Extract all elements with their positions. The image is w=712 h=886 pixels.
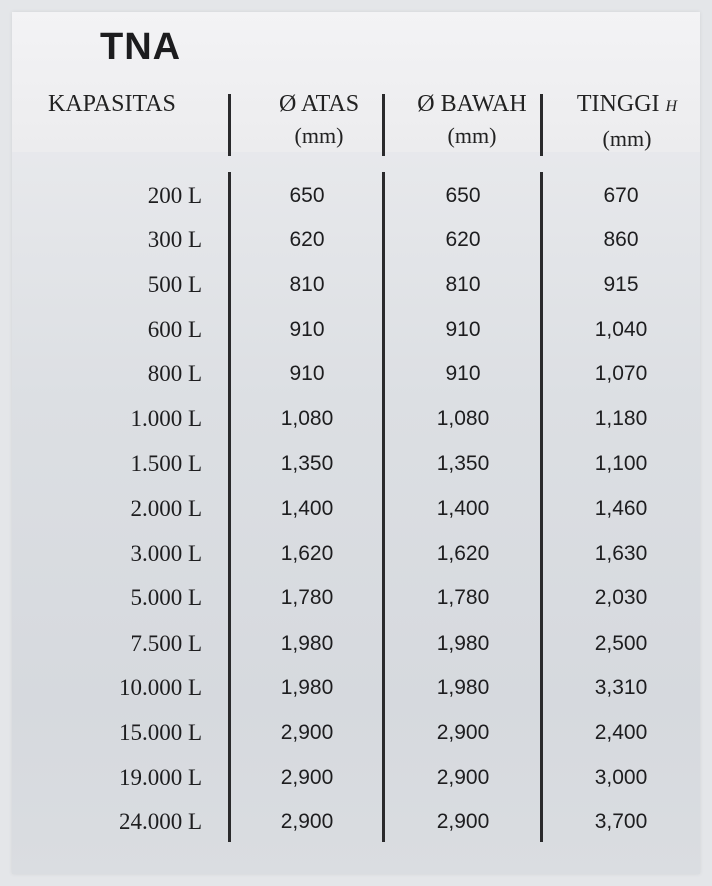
cell-tinggi: 1,180 [594, 407, 648, 430]
table-row [12, 578, 700, 618]
table-row [12, 176, 700, 216]
column-header-tinggi-mark: H [665, 98, 678, 115]
cell-bawah: 2,900 [436, 721, 490, 744]
cell-atas: 2,900 [280, 810, 334, 833]
table-row [12, 624, 700, 664]
cell-kapasitas: 1.000 L [130, 406, 202, 431]
table-row [12, 713, 700, 753]
cell-atas: 1,980 [280, 632, 334, 655]
cell-kapasitas: 3.000 L [130, 541, 202, 566]
column-header-bawah [396, 88, 548, 152]
cell-atas: 2,900 [280, 721, 334, 744]
cell-tinggi: 3,700 [594, 810, 648, 833]
spec-sheet [12, 12, 700, 874]
cell-atas: 2,900 [280, 766, 334, 789]
column-header-atas [244, 88, 394, 152]
cell-bawah: 620 [445, 228, 481, 251]
cell-kapasitas: 10.000 L [118, 675, 202, 700]
column-divider [228, 94, 231, 156]
cell-tinggi: 860 [603, 228, 639, 251]
cell-kapasitas: 7.500 L [130, 631, 202, 656]
cell-atas: 1,400 [280, 497, 334, 520]
cell-atas: 1,980 [280, 676, 334, 699]
cell-atas: 810 [289, 273, 325, 296]
cell-atas: 1,780 [280, 586, 334, 609]
table-row [12, 534, 700, 574]
table-row [12, 802, 700, 842]
cell-kapasitas: 300 L [147, 227, 202, 252]
cell-bawah: 910 [445, 362, 481, 385]
column-header-kapasitas-label: KAPASITAS [48, 91, 176, 117]
table-row [12, 220, 700, 260]
cell-tinggi: 2,400 [594, 721, 648, 744]
cell-tinggi: 1,100 [594, 452, 648, 475]
cell-bawah: 1,620 [436, 542, 490, 565]
cell-tinggi: 1,040 [594, 318, 648, 341]
cell-kapasitas: 1.500 L [130, 451, 202, 476]
cell-tinggi: 670 [603, 184, 639, 207]
column-header-tinggi [552, 88, 702, 155]
cell-tinggi: 1,460 [594, 497, 648, 520]
cell-bawah: 810 [445, 273, 481, 296]
cell-kapasitas: 2.000 L [130, 496, 202, 521]
page-title: TNA [100, 26, 182, 68]
cell-bawah: 2,900 [436, 810, 490, 833]
table-row [12, 489, 700, 529]
cell-kapasitas: 500 L [147, 272, 202, 297]
cell-kapasitas: 200 L [147, 183, 202, 208]
cell-bawah: 1,350 [436, 452, 490, 475]
cell-bawah: 1,780 [436, 586, 490, 609]
column-header-tinggi-unit: (mm) [602, 126, 652, 151]
table-row [12, 399, 700, 439]
cell-kapasitas: 24.000 L [118, 809, 202, 834]
table-row [12, 668, 700, 708]
table-row [12, 444, 700, 484]
cell-kapasitas: 600 L [147, 317, 202, 342]
column-header-kapasitas [48, 88, 228, 120]
table-row [12, 758, 700, 798]
cell-atas: 1,620 [280, 542, 334, 565]
cell-bawah: 910 [445, 318, 481, 341]
cell-atas: 1,350 [280, 452, 334, 475]
cell-atas: 620 [289, 228, 325, 251]
table-row [12, 310, 700, 350]
cell-kapasitas: 800 L [147, 361, 202, 386]
cell-tinggi: 3,000 [594, 766, 648, 789]
column-divider [382, 94, 385, 156]
cell-tinggi: 3,310 [594, 676, 648, 699]
cell-tinggi: 1,630 [594, 542, 648, 565]
cell-atas: 910 [289, 362, 325, 385]
cell-bawah: 2,900 [436, 766, 490, 789]
cell-bawah: 1,980 [436, 676, 490, 699]
cell-bawah: 1,400 [436, 497, 490, 520]
cell-atas: 910 [289, 318, 325, 341]
cell-tinggi: 2,500 [594, 632, 648, 655]
cell-bawah: 1,080 [436, 407, 490, 430]
column-header-bawah-unit: (mm) [447, 123, 497, 148]
cell-kapasitas: 15.000 L [118, 720, 202, 745]
table-row [12, 265, 700, 305]
cell-tinggi: 915 [603, 273, 639, 296]
cell-tinggi: 2,030 [594, 586, 648, 609]
cell-bawah: 1,980 [436, 632, 490, 655]
column-header-tinggi-label: TINGGI [576, 91, 660, 117]
cell-bawah: 650 [445, 184, 481, 207]
column-header-atas-unit: (mm) [294, 123, 344, 148]
column-header-atas-label: Ø ATAS [278, 91, 360, 117]
cell-kapasitas: 5.000 L [130, 585, 202, 610]
cell-atas: 650 [289, 184, 325, 207]
column-divider [540, 94, 543, 156]
cell-atas: 1,080 [280, 407, 334, 430]
table-row [12, 354, 700, 394]
cell-kapasitas: 19.000 L [118, 765, 202, 790]
cell-tinggi: 1,070 [594, 362, 648, 385]
column-header-bawah-label: Ø BAWAH [417, 91, 527, 117]
